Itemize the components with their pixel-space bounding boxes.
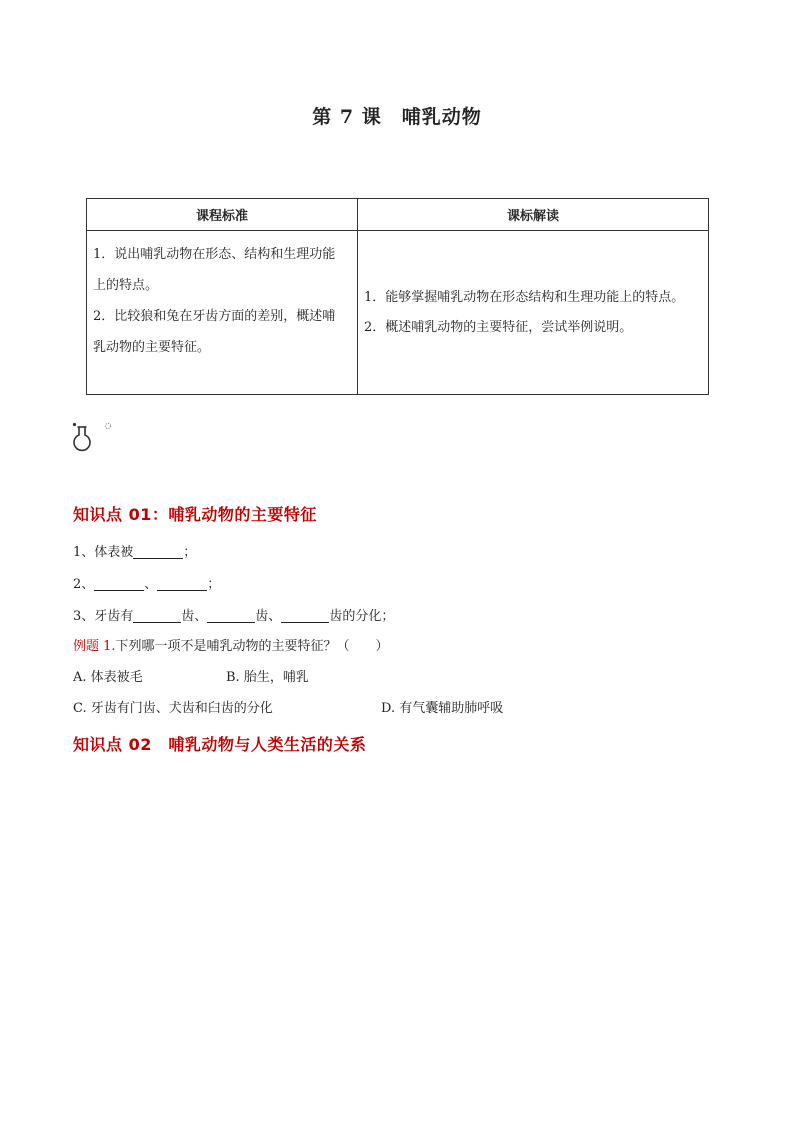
- option-c: C. 牙齿有门齿、犬齿和臼齿的分化: [73, 701, 273, 716]
- sparkle-icon: [104, 422, 112, 430]
- answer-blank[interactable]: [157, 576, 207, 591]
- curriculum-standards-table: [86, 198, 709, 395]
- header-standard: 课程标准: [87, 199, 358, 231]
- interpretation-line: 1．能够掌握哺乳动物在形态结构和生理功能上的特点。: [364, 289, 685, 305]
- answer-blank[interactable]: [207, 608, 255, 623]
- answer-blank[interactable]: [133, 608, 181, 623]
- section-heading-01: 知识点 01：哺乳动物的主要特征: [73, 505, 317, 524]
- answer-blank[interactable]: [281, 608, 329, 623]
- header-interpretation: 课标解读: [358, 199, 709, 231]
- question-1: 1、体表被 ；: [73, 545, 197, 560]
- answer-blank[interactable]: [94, 576, 144, 591]
- example-question-text: 下列哪一项不是哺乳动物的主要特征？（ ）: [115, 639, 389, 654]
- standard-line: 上的特点。: [93, 278, 159, 293]
- standard-cell: [87, 231, 358, 395]
- answer-blank[interactable]: [133, 544, 183, 559]
- question-2: 2、 、 ；: [73, 577, 221, 592]
- option-b: B. 胎生，哺乳: [226, 670, 309, 685]
- option-a: A. 体表被毛: [73, 670, 143, 685]
- standard-line: 乳动物的主要特征。: [93, 340, 211, 355]
- standard-line: 1．说出哺乳动物在形态、结构和生理功能: [93, 247, 336, 262]
- example-question: [73, 635, 389, 654]
- standard-line: 2．比较狼和兔在牙齿方面的差别，概述哺: [93, 309, 336, 324]
- option-d: D. 有气囊辅助肺呼吸: [381, 701, 504, 716]
- section-heading-02: 知识点 02 哺乳动物与人类生活的关系: [73, 735, 367, 754]
- flask-icon: [70, 421, 94, 457]
- interpretation-cell: [358, 231, 709, 395]
- interpretation-line: 2．概述哺乳动物的主要特征，尝试举例说明。: [364, 319, 633, 335]
- lesson-title: 第 7 课 哺乳动物: [312, 106, 482, 128]
- example-label: 例题 1.: [73, 639, 116, 654]
- question-3: 3、牙齿有 齿、 齿、 齿的分化；: [73, 609, 395, 624]
